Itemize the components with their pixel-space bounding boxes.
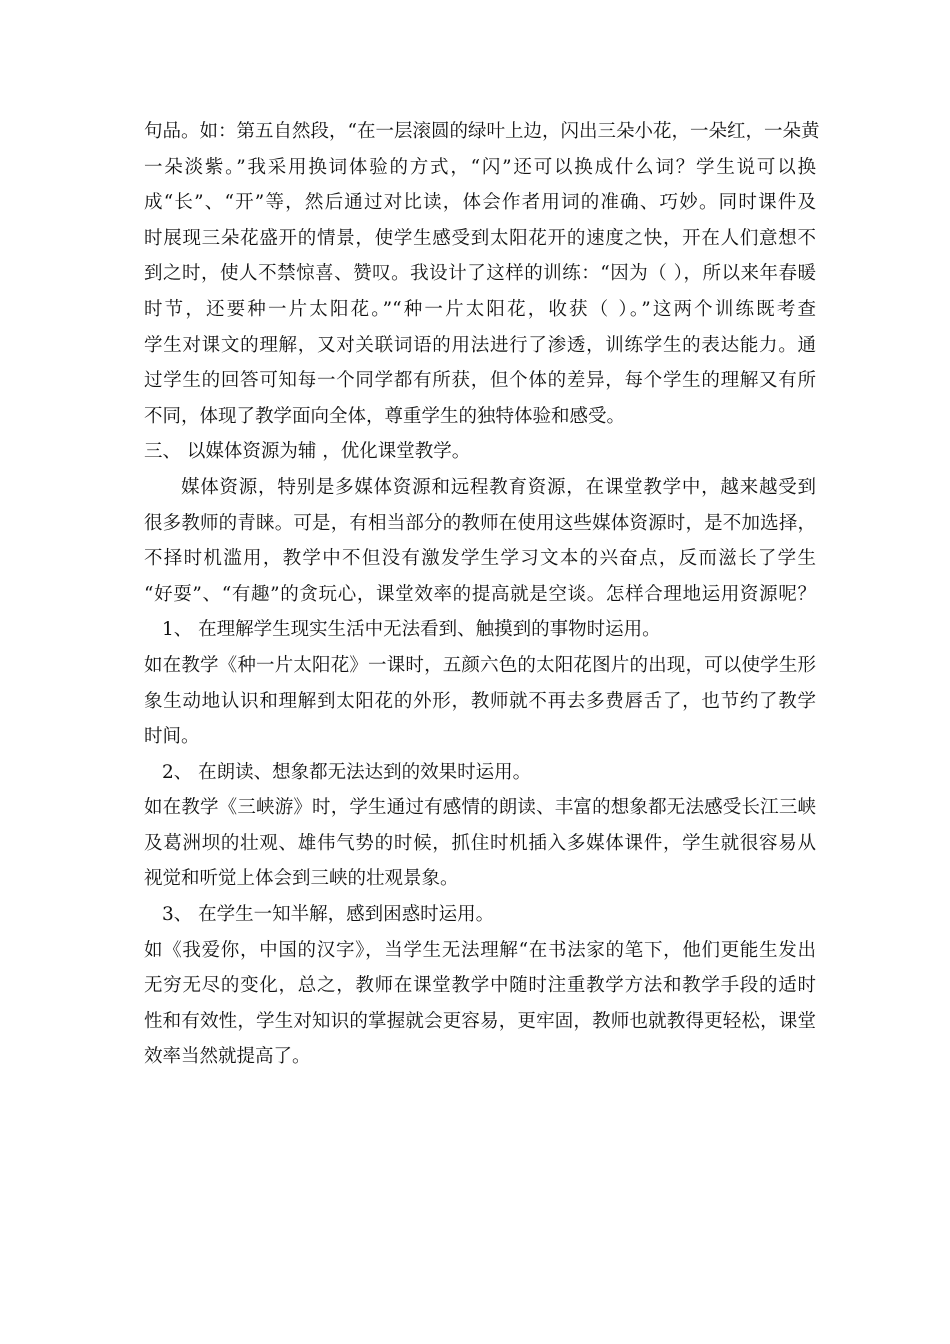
list-item-heading: 3、 在学生一知半解，感到困惑时运用。 [162, 904, 495, 926]
text-line: 时间。 [144, 726, 200, 748]
text-line: 无穷无尽的变化，总之，教师在课堂教学中随时注重教学方法和教学手段的适时 [144, 975, 816, 997]
text-line: 效率当然就提高了。 [144, 1046, 311, 1068]
text-line: 成“长”、“开”等，然后通过对比读，体会作者用词的准确、巧妙。同时课件及 [144, 192, 816, 214]
document-body [144, 114, 820, 1075]
text-line: 时节，还要种一片太阳花。”“种一片太阳花，收获（ ）。”这两个训练既考查 [144, 298, 816, 320]
text-line: 视觉和听觉上体会到三峡的壮观景象。 [144, 868, 459, 890]
list-item-heading: 1、 在理解学生现实生活中无法看到、触摸到的事物时运用。 [162, 619, 661, 641]
text-line: “好耍”、“有趣”的贪玩心，课堂效率的提高就是空谈。怎样合理地运用资源呢？ [144, 583, 816, 605]
text-line: 如《我爱你，中国的汉字》，当学生无法理解“在书法家的笔下，他们更能生发出 [144, 939, 816, 961]
text-line: 过学生的回答可知每一个同学都有所获，但个体的差异，每个学生的理解又有所 [144, 370, 816, 392]
text-line: 学生对课文的理解，又对关联词语的用法进行了渗透，训练学生的表达能力。通 [144, 334, 816, 356]
text-line: 很多教师的青睐。可是，有相当部分的教师在使用这些媒体资源时，是不加选择， [144, 512, 816, 534]
text-line: 不择时机滥用，教学中不但没有激发学生学习文本的兴奋点，反而滋长了学生 [144, 548, 816, 570]
text-line: 时展现三朵花盛开的情景，使学生感受到太阳花开的速度之快，开在人们意想不 [144, 227, 816, 249]
text-line: 如在教学《种一片太阳花》一课时，五颜六色的太阳花图片的出现，可以使学生形 [144, 654, 816, 676]
list-item-heading: 2、 在朗读、想象都无法达到的效果时运用。 [162, 761, 532, 783]
text-line: 到之时，使人不禁惊喜、赞叹。我设计了这样的训练：“因为（ ），所以来年春暖 [144, 263, 816, 285]
text-line: 性和有效性，学生对知识的掌握就会更容易，更牢固，教师也就教得更轻松，课堂 [144, 1010, 816, 1032]
text-line: 句品。如：第五自然段，“在一层滚圆的绿叶上边，闪出三朵小花，一朵红，一朵黄 [144, 121, 820, 142]
text-line: 不同，体现了教学面向全体，尊重学生的独特体验和感受。 [144, 405, 626, 427]
text-line: 象生动地认识和理解到太阳花的外形，教师就不再去多费唇舌了，也节约了教学 [144, 690, 816, 712]
text-line: 如在教学《三峡游》时，学生通过有感情的朗读、丰富的想象都无法感受长江三峡 [144, 797, 816, 819]
text-line: 一朵淡紫。”我采用换词体验的方式，“闪”还可以换成什么词？学生说可以换 [144, 156, 816, 178]
text-line: 及葛洲坝的壮观、雄伟气势的时候，抓住时机插入多媒体课件，学生就很容易从 [144, 832, 816, 854]
section-heading: 三、 以媒体资源为辅 ，优化课堂教学。 [144, 441, 471, 463]
text-line: 媒体资源，特别是多媒体资源和远程教育资源，在课堂教学中，越来越受到 [181, 476, 816, 498]
